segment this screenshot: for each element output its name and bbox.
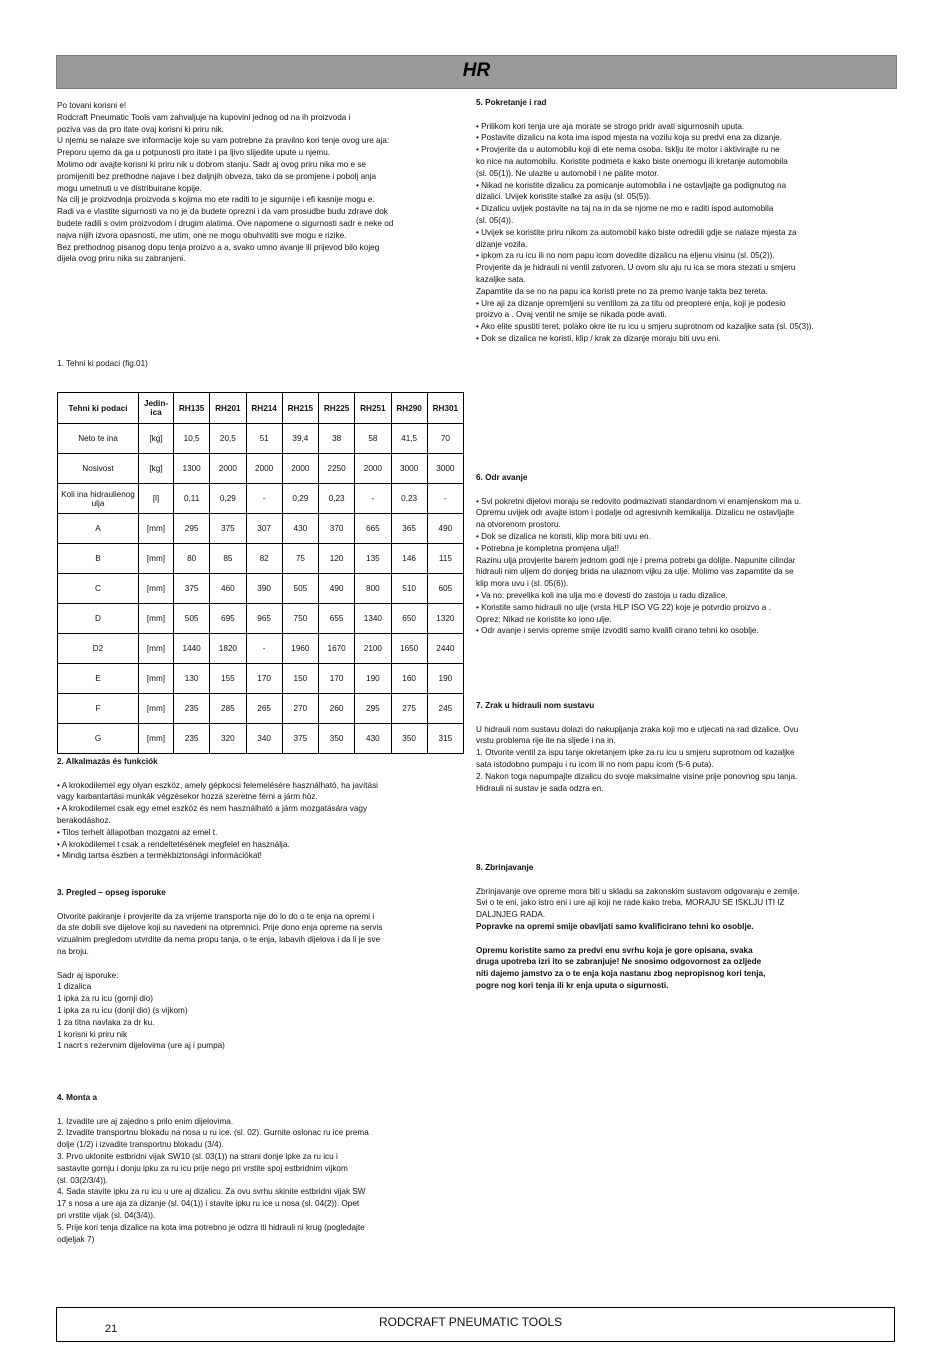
table-row <box>58 664 464 694</box>
table-cell: [mm] <box>139 694 174 724</box>
table-cell: 350 <box>319 724 355 754</box>
table-cell: 370 <box>319 514 355 544</box>
text-line: • Dok se dizalica ne koristi, klip / krak za dizanje moraju biti uvu eni. <box>476 333 721 343</box>
section-title: 7. Zrak u hidrauli nom sustavu <box>476 701 595 710</box>
text-line: sastavite gornju i donju ipku za ru icu prije nego pri vrstite spoj estbridnim vijkom <box>57 1163 348 1173</box>
table-cell: 245 <box>427 694 463 724</box>
table-cell: 41,5 <box>391 424 427 454</box>
table-cell: 2100 <box>355 634 391 664</box>
table-cell: 235 <box>174 724 210 754</box>
column-header: Tehni ki podaci <box>58 393 139 424</box>
table-cell: 3000 <box>427 454 463 484</box>
section-1-title: 1. Tehni ki podaci <box>57 359 121 368</box>
text-line: Radi va e vlastite sigurnosti va no je da budete oprezni i da vam prosudbe budu zdrave dok <box>57 207 388 217</box>
text-line: Otvorite pakiranje i provjerite da za vrijeme transporta nije do lo do o te enja na opremi i <box>57 911 375 921</box>
text-line: • Nikad ne koristite dizalicu za pomicanje automobila i ne ostavljajte ga podignutog na <box>476 180 787 190</box>
table-cell: 375 <box>210 514 246 544</box>
table-cell: 505 <box>174 604 210 634</box>
text-line: odjeljak 7) <box>57 1234 95 1244</box>
text-line: • Tilos terhelt állapotban mozgatni az emel t. <box>57 827 218 837</box>
table-cell: - <box>427 484 463 514</box>
row-label: F <box>58 694 139 724</box>
text-line: Svi o te eni, jako istro eni i ure aji koji ne rade kako treba, MORAJU SE ISKLJU ITI IZ <box>476 898 785 908</box>
text-line: Opremu uvijek odr avajte istom i podalje od agresivnih kemikalija. Dizalicu ne ostavljajte <box>476 508 795 518</box>
text-line: berakodáshoz. <box>57 815 111 825</box>
table-row <box>58 424 464 454</box>
text-line: • Potrebna je kompletna promjena ulja!! <box>476 543 620 553</box>
table-cell: - <box>355 484 391 514</box>
table-cell: 390 <box>246 574 282 604</box>
table-row <box>58 634 464 664</box>
text-line <box>476 933 896 945</box>
column-header: RH201 <box>210 393 246 424</box>
row-label: E <box>58 664 139 694</box>
text-line: dizanje vozila. <box>476 239 528 249</box>
row-label: D <box>58 604 139 634</box>
text-line: DALJNJEG RADA. <box>476 910 546 920</box>
section-2 <box>57 756 467 862</box>
table-cell: 170 <box>319 664 355 694</box>
text-line: • A krokodilemel egy olyan eszköz, amely gépkocsi felemelésére használható, ha javítási <box>57 780 378 790</box>
text-line <box>476 712 896 724</box>
row-label: D2 <box>58 634 139 664</box>
text-line: Razinu ulja provjerite barem jednom godi nje i prema potrebi ga dolijte. Napunite cilindar <box>476 555 796 565</box>
text-line: 1 korisni ki priru nik <box>57 1029 128 1039</box>
table-cell: [l] <box>139 484 174 514</box>
table-cell: 2000 <box>246 454 282 484</box>
section-6 <box>476 472 896 637</box>
language-header-bar <box>56 55 897 89</box>
text-line: 1 nacrt s rezervnim dijelovima (ure aj i pumpa) <box>57 1041 225 1051</box>
text-line: hidrauli nim uljem do donjeg brida na ulaznom vijku za ulje. Molimo vas zapamtite da se <box>476 567 794 577</box>
text-line <box>476 874 896 886</box>
table-row <box>58 574 464 604</box>
text-line <box>57 768 467 780</box>
text-line: 17 s nosa a ure aja za dizanje (sl. 04(1)) i stavite ipku ru ice u nosa (sl. 04(2)). Opet <box>57 1199 360 1209</box>
table-cell: 285 <box>210 694 246 724</box>
row-label: Nosivost <box>58 454 139 484</box>
text-line: pogre nog kori tenja ili kr enja uputa o sigurnosti. <box>476 980 669 990</box>
row-label: Koli ina hidrauliеnog ulja <box>58 484 139 514</box>
table-cell: 275 <box>391 694 427 724</box>
table-cell: - <box>246 484 282 514</box>
table-cell: 265 <box>246 694 282 724</box>
footer-brand: RODCRAFT PNEUMATIC TOOLS <box>379 1315 563 1329</box>
text-line <box>57 1104 467 1116</box>
section-title: 8. Zbrinjavanje <box>476 863 534 872</box>
text-line: Opremu koristite samo za predvi enu svrhu koja je gore opisana, svaka <box>476 945 753 955</box>
table-cell: [mm] <box>139 514 174 544</box>
table-cell: 170 <box>246 664 282 694</box>
table-row <box>58 694 464 724</box>
text-line: 3. Prvo uklonite estbridni vijak SW10 (sl. 03(1)) na strani donje ipke za ru icu i <box>57 1151 338 1161</box>
technical-data-table <box>57 392 464 754</box>
table-cell: [mm] <box>139 574 174 604</box>
table-cell: 605 <box>427 574 463 604</box>
column-header: RH251 <box>355 393 391 424</box>
table-cell: 665 <box>355 514 391 544</box>
table-cell: 750 <box>282 604 318 634</box>
text-line: druga upotreba izri ito se zabranjuje! Ne snosimo odgovornost za ozljede <box>476 957 762 967</box>
text-line: • Odr avanje i servis opreme smije izvoditi samo kvalifi cirano tehni ko osoblje. <box>476 626 759 636</box>
table-cell: 490 <box>427 514 463 544</box>
text-line: 5. Prije kori tenja dizalice na kota ima potrebno je odzra iti hidrauli ni krug (pogledajte <box>57 1222 365 1232</box>
table-cell: 190 <box>355 664 391 694</box>
table-cell: 1300 <box>174 454 210 484</box>
intro-text <box>57 100 467 265</box>
section-7 <box>476 700 896 794</box>
table-cell: 460 <box>210 574 246 604</box>
text-line: na broju. <box>57 946 89 956</box>
table-cell: 1820 <box>210 634 246 664</box>
text-line: • A krokodilemel csak egy emel eszköz és nem használható a járm mozgatására vagy <box>57 804 368 814</box>
text-line: U njemu se nalaze sve informacije koje su vam potrebne za pravilno kori tenje ovog ure aja: <box>57 136 390 146</box>
text-line: Rodcraft Pneumatic Tools vam zahvaljuje na kupovini jednog od na ih proizvoda i <box>57 112 351 122</box>
text-line: na otvorenom prostoru. <box>476 520 561 530</box>
table-cell: 490 <box>319 574 355 604</box>
text-line: • Svi pokretni dijelovi moraju se redovito podmazivati standardnom vi enamjenskom ma u. <box>476 496 802 506</box>
table-cell: 51 <box>246 424 282 454</box>
table-cell: 2000 <box>210 454 246 484</box>
table-cell: 2000 <box>355 454 391 484</box>
column-header: Jedin- ica <box>139 393 174 424</box>
table-cell: 146 <box>391 544 427 574</box>
text-line <box>476 109 896 121</box>
table-cell: 375 <box>174 574 210 604</box>
table-cell: [mm] <box>139 664 174 694</box>
text-line <box>476 484 896 496</box>
row-label: C <box>58 574 139 604</box>
column-header: RH290 <box>391 393 427 424</box>
row-label: G <box>58 724 139 754</box>
text-line: • Va no: prevelika koli ina ulja mo e dovesti do zastoja u radu dizalice. <box>476 590 728 600</box>
table-cell: [mm] <box>139 634 174 664</box>
text-line: Oprez: Nikad ne koristite ko iono ulje. <box>476 614 612 624</box>
table-cell: 350 <box>391 724 427 754</box>
text-line: da ste dobili sve dijelove koji su navedeni na otpremnici. Prije dono enja opreme na servis <box>57 923 383 933</box>
table-cell: 10,5 <box>174 424 210 454</box>
text-line: vizualnim pregledom utvrdite da nema propu tanja, o te enja, labavih dijelova i da li je sve <box>57 935 381 945</box>
section-title: 5. Pokretanje i rad <box>476 98 547 107</box>
text-line: Popravke na opremi smije obavljati samo kvalificirano tehni ko osoblje. <box>476 921 754 931</box>
text-line: dizalici. Uvijek koristite stalke za asiju (sl. 05(5)). <box>476 192 652 202</box>
table-cell: 270 <box>282 694 318 724</box>
table-cell: 695 <box>210 604 246 634</box>
table-cell: 2440 <box>427 634 463 664</box>
text-line: dijela ovog priru nika su zabranjeni. <box>57 254 186 264</box>
section-title: 4. Monta a <box>57 1093 98 1102</box>
text-line: kazaljke sata. <box>476 274 526 284</box>
table-cell: 800 <box>355 574 391 604</box>
text-line: • Mindig tartsa észben a termékbiztonsági információkat! <box>57 851 262 861</box>
text-line: budete radili s ovim proizvodom i drugim alatima. Ove napomene o sigurnosti sadr e neke od <box>57 218 394 228</box>
text-line: Sadr aj isporuke: <box>57 970 119 980</box>
table-row <box>58 454 464 484</box>
table-cell: 375 <box>282 724 318 754</box>
text-line: 1 ipka za ru icu (gornji dio) <box>57 994 154 1004</box>
table-cell: 1960 <box>282 634 318 664</box>
text-line: (sl. 05(1)). Ne ulazite u automobil i ne palite motor. <box>476 168 659 178</box>
column-header: RH301 <box>427 393 463 424</box>
table-cell: 0,23 <box>319 484 355 514</box>
table-cell: 1440 <box>174 634 210 664</box>
text-line: • ipkom za ru icu ili no nom papu icom dovedite dizalicu na eljenu visinu (sl. 05(2)). <box>476 251 775 261</box>
table-row <box>58 544 464 574</box>
table-cell: 365 <box>391 514 427 544</box>
table-cell: 430 <box>355 724 391 754</box>
text-line <box>57 958 467 970</box>
text-line: 2. Nakon toga napumpajte dizalicu do svoje maksimalne visine prije ponovnog spu tanja. <box>476 771 798 781</box>
text-line: • Dok se dizalica ne koristi, klip mora biti uvu en. <box>476 531 651 541</box>
table-cell: 965 <box>246 604 282 634</box>
text-line: Zapamtite da se no na papu ica koristi prete no za premo ivanje takta bez tereta. <box>476 286 768 296</box>
table-cell: 1650 <box>391 634 427 664</box>
text-line: • Ako elite spustiti teret, polako okre ite ru icu u smjeru suprotnom od kazaljke sata (sl. 05(3)). <box>476 322 814 332</box>
table-cell: 0,11 <box>174 484 210 514</box>
table-cell: 295 <box>355 694 391 724</box>
text-line: proizvo a . Ovaj ventil ne smije se nikada pode avati. <box>476 310 667 320</box>
text-line: • Dizalicu uvijek postavite na taj na in da se njome ne mo e raditi ispod automobila <box>476 204 774 214</box>
language-code: HR <box>462 60 491 81</box>
section-1 <box>57 358 467 370</box>
text-line: Provjerite da je hidrauli ni ventil zatvoren. U ovom slu aju ru ica se mora stezati u smjeru <box>476 263 796 273</box>
table-cell: 307 <box>246 514 282 544</box>
text-line: sata istodobno pumpaju i ru icom ili no nom papu icom (5-6 puta). <box>476 759 714 769</box>
text-line: 2. Izvadite transportnu blokadu na nosa u ru ice. (sl. 02). Gurnite oslonac ru ice prema <box>57 1128 369 1138</box>
table-cell: 155 <box>210 664 246 694</box>
table-cell: 120 <box>319 544 355 574</box>
text-line: • Postavite dizalicu na kota ima ispod mjesta na vozilu koja su predvi ena za dizanje. <box>476 133 782 143</box>
column-header: RH214 <box>246 393 282 424</box>
table-cell: 315 <box>427 724 463 754</box>
text-line: Molimo odr avajte korisni ki priru nik u dobrom stanju. Sadr aj ovog priru nika mo e se <box>57 159 366 169</box>
text-line: (sl. 03(2/3/4)). <box>57 1175 108 1185</box>
section-title: 3. Pregled – opseg isporuke <box>57 888 166 897</box>
table-cell: 38 <box>319 424 355 454</box>
text-line: • Prilikom kori tenja ure aja morate se strogo pridr avati sigurnosnih uputa. <box>476 121 745 131</box>
table-cell: 75 <box>282 544 318 574</box>
text-line: • Uvijek se koristite priru nikom za automobil kako biste odredili gdje se nalaze mjesta za <box>476 227 797 237</box>
table-cell: 80 <box>174 544 210 574</box>
text-line: mogu umetnuti u ve distribuirane kopije. <box>57 183 202 193</box>
table-cell: 3000 <box>391 454 427 484</box>
table-cell: 2250 <box>319 454 355 484</box>
text-line: Zbrinjavanje ove opreme mora biti u skladu sa zakonskim sustavom odgovaraju e zemlje. <box>476 886 800 896</box>
text-line: najva nijih izvora opasnosti, me utim, one ne mogu obuhvatiti sve mogu e rizike. <box>57 230 347 240</box>
table-cell: 82 <box>246 544 282 574</box>
text-line: • A krokodilemel t csak a rendeltetésének megfelel en használja. <box>57 839 290 849</box>
table-cell: 150 <box>282 664 318 694</box>
table-row <box>58 484 464 514</box>
table-cell: [kg] <box>139 424 174 454</box>
table-cell: 160 <box>391 664 427 694</box>
table-cell: 260 <box>319 694 355 724</box>
section-3 <box>57 887 467 1052</box>
table-cell: 190 <box>427 664 463 694</box>
text-line: poziva vas da pro itate ovaj korisni ki priru nik. <box>57 124 225 134</box>
row-label: B <box>58 544 139 574</box>
text-line: Hidrauli ni sustav je sada odzra en. <box>476 783 604 793</box>
table-cell: 1320 <box>427 604 463 634</box>
table-cell: 1340 <box>355 604 391 634</box>
text-line: • Koristite samo hidrauli no ulje (vrsta HLP ISO VG 22) koje je potvrdio proizvo a . <box>476 602 771 612</box>
page-footer <box>56 1307 895 1342</box>
table-cell: 295 <box>174 514 210 544</box>
text-line: Preporu ujemo da ga u potpunosti pro itate i pa ljivo slijedite upute u njemu. <box>57 148 331 158</box>
section-title: 6. Odr avanje <box>476 473 528 482</box>
text-line: vrstu problema rije ite na sljede i na in. <box>476 736 616 746</box>
table-cell: 430 <box>282 514 318 544</box>
row-label: A <box>58 514 139 544</box>
text-line: 1 za titna navlaka za dr ku. <box>57 1017 155 1027</box>
table-cell: [mm] <box>139 724 174 754</box>
text-line: promijeniti bez prethodne najave i bez daljnjih obveza, tako da se promjene i pobolj anja <box>57 171 377 181</box>
text-line: niti dajemo jamstvo za o te enja koja nastanu zbog nepropisnog kori tenja, <box>476 969 766 979</box>
table-cell: 58 <box>355 424 391 454</box>
table-cell: 0,23 <box>391 484 427 514</box>
column-header: RH225 <box>319 393 355 424</box>
table-cell: 85 <box>210 544 246 574</box>
text-line: klip mora uvu i (sl. 05(6)). <box>476 579 569 589</box>
table-cell: 235 <box>174 694 210 724</box>
text-line: 1. Izvadite ure aj zajedno s prilo enim dijelovima. <box>57 1116 234 1126</box>
text-line: vagy karbantartási munkák végzésekor hozzá szeretne férni a járm höz. <box>57 792 318 802</box>
text-line: 4. Sada stavite ipku za ru icu u ure aj dizalicu. Za ovu svrhu skinite estbridni vijak SW <box>57 1187 366 1197</box>
table-cell: 115 <box>427 544 463 574</box>
table-cell: 0,29 <box>210 484 246 514</box>
text-line: Bez prethodnog pisanog dopu tenja proizvo a a, svako umno avanje ili prijevod bilo kojeg <box>57 242 380 252</box>
table-cell: 135 <box>355 544 391 574</box>
table-cell: [mm] <box>139 604 174 634</box>
column-header: RH215 <box>282 393 318 424</box>
table-cell: 2000 <box>282 454 318 484</box>
text-line: • Provjerite da u automobilu koji di ete nema osoba. Isklju ite motor i aktivirajte ru ne <box>476 145 780 155</box>
table-cell: 39,4 <box>282 424 318 454</box>
text-line: Na cilj je proizvodnja proizvoda s kojima mo ete raditi to je sigurnije i efi kasnije mogu e. <box>57 195 375 205</box>
text-line: • Ure aji za dizanje opremljeni su ventilom za za titu od preoptere enja, koji je podesio <box>476 298 786 308</box>
table-row <box>58 514 464 544</box>
text-line: dolje (1/2) i izvadite transportnu blokadu (3/4). <box>57 1140 224 1150</box>
text-line: U hidrauli nom sustavu dolazi do nakupljanja zraka koji mo e utjecati na rad dizalice. Ovu <box>476 724 799 734</box>
table-cell: 130 <box>174 664 210 694</box>
table-cell: 20,5 <box>210 424 246 454</box>
table-cell: 1670 <box>319 634 355 664</box>
table-cell: 70 <box>427 424 463 454</box>
section-8 <box>476 862 896 992</box>
table-cell: 655 <box>319 604 355 634</box>
table-cell: 320 <box>210 724 246 754</box>
text-line: 1 dizalica <box>57 982 92 992</box>
table-cell: 0,29 <box>282 484 318 514</box>
section-5 <box>476 97 896 345</box>
text-line: (sl. 05(4)). <box>476 215 514 225</box>
text-line: 1. Otvorite ventil za ispu tanje okretanjem ipke za ru icu u smjeru suprotnom od kazaljke <box>476 748 795 758</box>
text-line: 1 ipka za ru icu (donji dio) (s vijkom) <box>57 1005 188 1015</box>
table-cell: 650 <box>391 604 427 634</box>
text-line: pri vrstite vijak (sl. 04(3/4)). <box>57 1210 156 1220</box>
section-1-ref: (fig.01) <box>120 359 148 368</box>
page-number: 21 <box>105 1323 118 1335</box>
row-label: Neto te ina <box>58 424 139 454</box>
section-title: 2. Alkalmazás és funkciók <box>57 757 158 766</box>
section-4 <box>57 1092 467 1245</box>
table-header-row <box>58 393 464 424</box>
text-line: Po tovani korisni e! <box>57 101 127 110</box>
table-row <box>58 604 464 634</box>
table-cell: 510 <box>391 574 427 604</box>
table-cell: 505 <box>282 574 318 604</box>
table-cell: 340 <box>246 724 282 754</box>
table-cell: - <box>246 634 282 664</box>
text-line <box>57 899 467 911</box>
table-cell: [kg] <box>139 454 174 484</box>
table-row <box>58 724 464 754</box>
column-header: RH135 <box>174 393 210 424</box>
table-cell: [mm] <box>139 544 174 574</box>
text-line: ko nice na automobilu. Koristite podmeta e kako biste onemogu ili kretanje automobila <box>476 156 788 166</box>
